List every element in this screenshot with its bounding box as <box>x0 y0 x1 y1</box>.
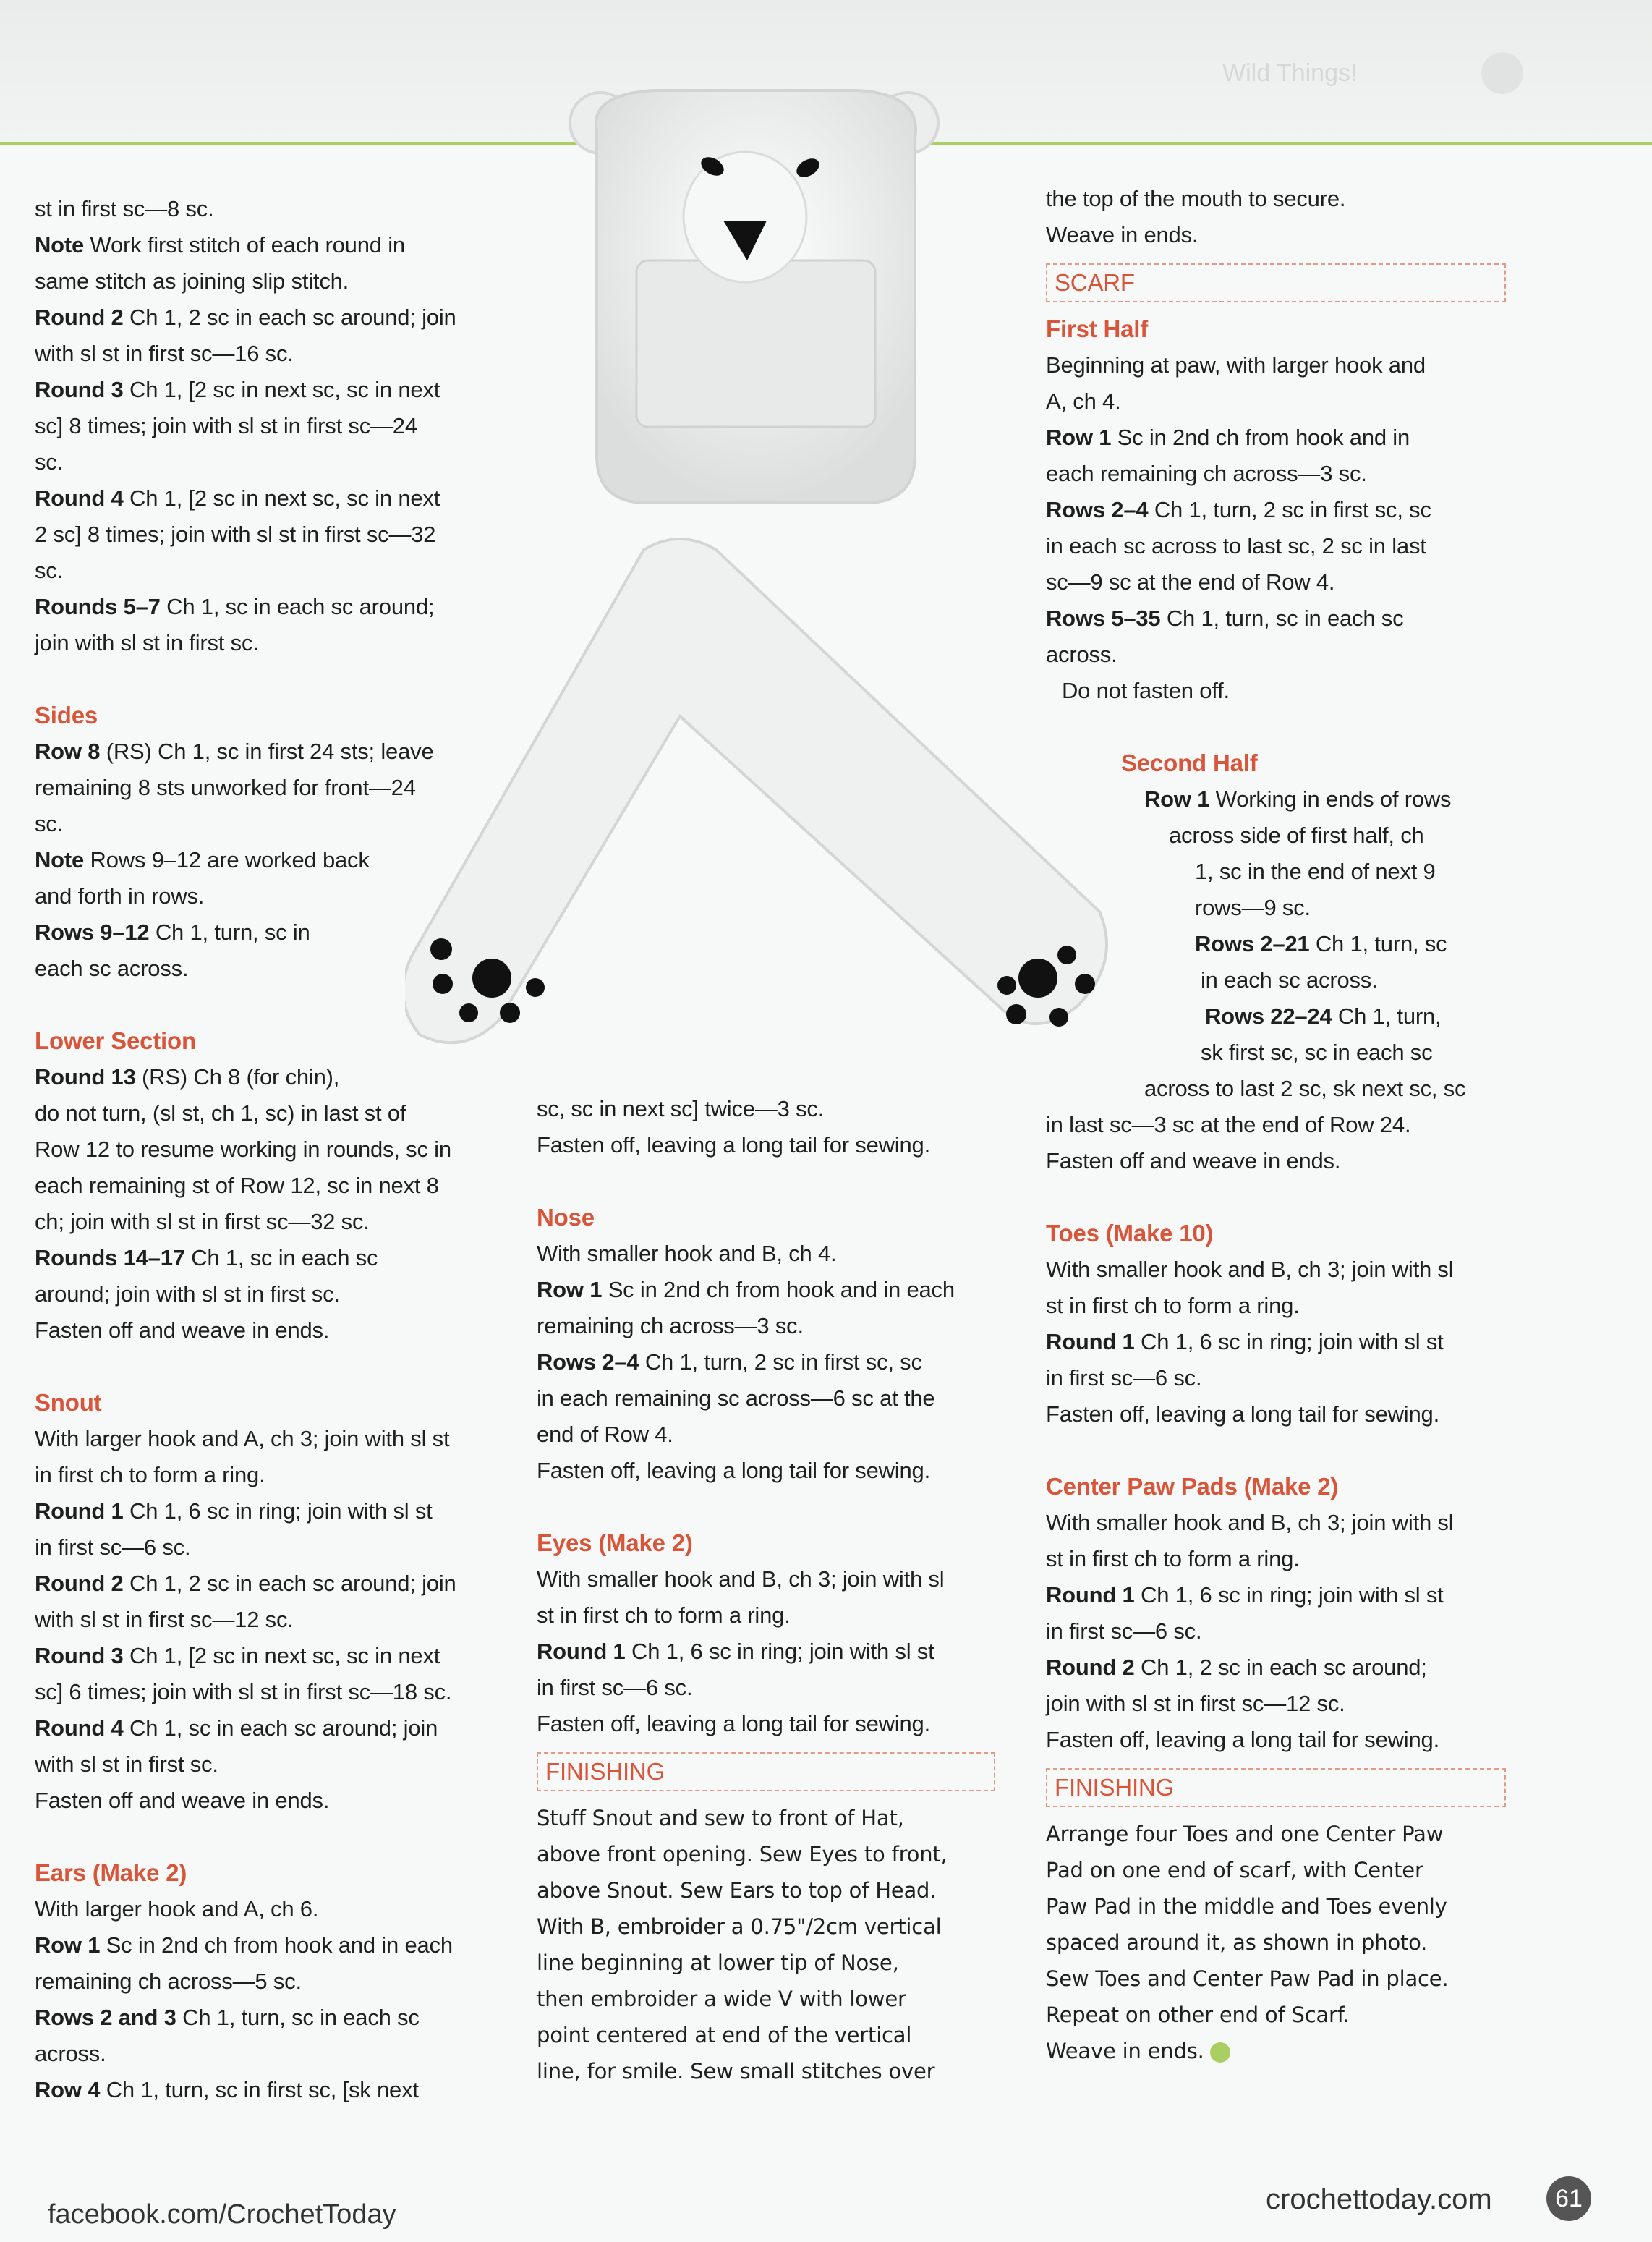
step-text: Fasten off, leaving a long tail for sewing. <box>1046 1727 1439 1752</box>
step-text: in first sc—6 sc. <box>1046 1618 1202 1644</box>
instruction-line <box>35 408 498 444</box>
line-text: above Snout. Sew Ears to top of Head. <box>537 1878 937 1903</box>
finishing-text-2 <box>1046 1816 1516 2069</box>
instruction-line <box>1195 890 1516 926</box>
sides-heading: Sides <box>35 702 98 729</box>
ears-heading: Ears (Make 2) <box>35 1859 187 1886</box>
step-text: Rows 9–12 are worked back <box>84 847 370 872</box>
instruction-line <box>537 1091 1000 1127</box>
step-text: Ch 1, sc in each sc <box>184 1245 378 1270</box>
facebook-link[interactable]: facebook.com/CrochetToday <box>48 2199 396 2230</box>
step-label: Row 1 <box>1144 786 1210 812</box>
instruction-line <box>35 1168 498 1204</box>
instruction-line <box>1046 1288 1516 1324</box>
finishing-text-1 <box>537 1800 1000 2089</box>
step-label: Rounds 14–17 <box>35 1245 185 1270</box>
instruction-line <box>35 1927 498 1963</box>
instruction-line <box>35 1674 498 1710</box>
instruction-line <box>537 1308 1000 1344</box>
step-text: 1, sc in the end of next 9 <box>1195 859 1436 884</box>
step-text: Fasten off and weave in ends. <box>35 1788 330 1813</box>
step-text: st in first ch to form a ring. <box>537 1602 791 1628</box>
step-label: Round 1 <box>537 1639 626 1664</box>
step-text: Working in ends of rows <box>1209 786 1452 812</box>
step-text: With smaller hook and B, ch 3; join with sl <box>1046 1257 1454 1282</box>
step-text: Ch 1, turn, 2 sc in first sc, sc <box>639 1349 922 1375</box>
instruction-line <box>1046 456 1516 492</box>
step-text: st in first ch to form a ring. <box>1046 1293 1300 1318</box>
step-text: in first sc—6 sc. <box>1046 1365 1202 1390</box>
instruction-line <box>35 191 498 227</box>
step-label: Row 1 <box>35 1932 101 1958</box>
snout-heading: Snout <box>35 1389 102 1416</box>
step-label: Rows 2–4 <box>537 1349 639 1375</box>
step-text: Ch 1, [2 sc in next sc, sc in next <box>123 377 440 402</box>
line-text: then embroider a wide V with lower <box>537 1987 906 2011</box>
step-text: Row 12 to resume working in rounds, sc in <box>35 1137 451 1162</box>
line-text: Paw Pad in the middle and Toes evenly <box>1046 1894 1447 1919</box>
instruction-line <box>1046 1143 1516 1179</box>
instruction-line <box>1195 854 1516 890</box>
instruction-line <box>35 444 498 480</box>
step-text: remaining ch across—3 sc. <box>537 1313 804 1338</box>
instruction-line <box>35 227 498 263</box>
step-text: in each remaining sc across—6 sc at the <box>537 1385 935 1411</box>
instruction-line <box>35 1710 498 1746</box>
step-text: Fasten off, leaving a long tail for sewing. <box>537 1458 930 1483</box>
step-label: Rows 22–24 <box>1205 1003 1332 1029</box>
step-label: Round 1 <box>1046 1329 1135 1354</box>
instruction-line <box>35 1963 498 2000</box>
instruction-line <box>1046 600 1516 637</box>
lower-section-heading: Lower Section <box>35 1027 196 1054</box>
line-text: Weave in ends. <box>1046 222 1198 247</box>
column-2 <box>537 1091 1000 2089</box>
instruction-line <box>1046 1722 1516 1758</box>
col3-intro <box>1046 181 1516 253</box>
step-text: With smaller hook and B, ch 3; join with sl <box>537 1566 945 1592</box>
instruction-line <box>1046 1396 1516 1432</box>
instruction-line <box>35 589 498 625</box>
text-line <box>1046 1852 1516 1888</box>
step-label: Round 2 <box>35 305 124 330</box>
scarf-heading: SCARF <box>1046 263 1506 302</box>
step-text: A, ch 4. <box>1046 388 1121 414</box>
instruction-line <box>1046 492 1516 528</box>
step-text: Ch 1, 6 sc in ring; join with sl st <box>625 1639 934 1664</box>
line-text: Weave in ends. <box>1046 2039 1204 2063</box>
instruction-line <box>1046 420 1516 456</box>
instruction-line <box>537 1561 1000 1597</box>
instruction-line <box>35 1746 498 1783</box>
text-line <box>537 1836 1000 1872</box>
step-text: Sc in 2nd ch from hook and in <box>1111 425 1410 450</box>
step-text: (RS) Ch 8 (for chin), <box>135 1064 340 1090</box>
step-text: Fasten off and weave in ends. <box>35 1317 330 1343</box>
instruction-line <box>537 1380 1000 1417</box>
eyes-instructions <box>537 1561 1000 1742</box>
instruction-line <box>537 1236 1000 1272</box>
instruction-line <box>1144 781 1516 818</box>
instruction-line <box>35 1783 498 1819</box>
text-line <box>1046 217 1516 253</box>
instruction-line <box>537 1272 1000 1308</box>
step-text: With larger hook and A, ch 3; join with sl st <box>35 1426 450 1451</box>
first-half-instructions <box>1046 347 1516 709</box>
instruction-line <box>1205 998 1516 1035</box>
text-line <box>537 1908 1000 1945</box>
instruction-line <box>1195 926 1516 962</box>
second-half-instructions <box>1046 781 1516 1179</box>
instruction-line <box>35 625 498 661</box>
instruction-line <box>35 336 498 372</box>
step-text: Ch 1, [2 sc in next sc, sc in next <box>123 485 440 511</box>
line-text: With B, embroider a 0.75"/2cm vertical <box>537 1914 942 1939</box>
text-line <box>1046 1961 1516 1997</box>
step-text: Ch 1, sc in each sc around; join <box>123 1715 438 1741</box>
step-text: remaining 8 sts unworked for front—24 <box>35 775 416 800</box>
step-text: join with sl st in first sc. <box>35 630 259 655</box>
instruction-line <box>35 878 498 914</box>
instruction-line <box>1046 383 1516 420</box>
step-label: Row 1 <box>1046 425 1112 450</box>
step-label: Round 2 <box>35 1571 124 1596</box>
step-label: Row 4 <box>35 2077 101 2102</box>
step-label: Rows 9–12 <box>35 920 150 945</box>
step-text: join with sl st in first sc—12 sc. <box>1046 1691 1345 1716</box>
running-title: Wild Things! <box>1222 59 1358 87</box>
step-text: Ch 1, sc in each sc around; <box>160 594 435 619</box>
step-text: Work first stitch of each round in <box>84 232 405 258</box>
instruction-line <box>35 1059 498 1095</box>
instruction-line <box>35 1276 498 1312</box>
text-line <box>537 1800 1000 1836</box>
step-text: sc] 6 times; join with sl st in first sc—18 sc. <box>35 1679 452 1704</box>
step-label: Rows 2 and 3 <box>35 2005 176 2030</box>
step-text: Ch 1, [2 sc in next sc, sc in next <box>123 1643 440 1668</box>
instruction-line <box>35 1095 498 1131</box>
line-text: the top of the mouth to secure. <box>1046 186 1346 211</box>
text-line <box>1046 1888 1516 1924</box>
instruction-line <box>35 517 498 553</box>
step-text: 2 sc] 8 times; join with sl st in first sc—32 <box>35 522 436 547</box>
instruction-line <box>35 2036 498 2072</box>
step-label: Row 8 <box>35 739 101 764</box>
step-label: Rounds 5–7 <box>35 594 161 619</box>
step-text: Sc in 2nd ch from hook and in each <box>602 1277 955 1302</box>
step-text: Fasten off, leaving a long tail for sewing. <box>537 1132 930 1158</box>
instruction-line <box>35 372 498 408</box>
step-text: across. <box>1046 642 1117 667</box>
line-text: Arrange four Toes and one Center Paw <box>1046 1822 1444 1846</box>
instruction-line <box>1062 673 1516 709</box>
step-text: remaining ch across—5 sc. <box>35 1969 302 1994</box>
step-text: each remaining ch across—3 sc. <box>1046 461 1367 486</box>
nose-heading: Nose <box>537 1204 595 1231</box>
line-text: Sew Toes and Center Paw Pad in place. <box>1046 1966 1449 1991</box>
paw-pads-instructions <box>1046 1505 1516 1758</box>
step-text: in first sc—6 sc. <box>537 1675 693 1700</box>
step-text: Ch 1, 2 sc in each sc around; <box>1134 1655 1427 1680</box>
instruction-line <box>35 480 498 517</box>
step-label: Round 3 <box>35 377 124 402</box>
step-text: st in first ch to form a ring. <box>1046 1546 1300 1571</box>
step-text: Ch 1, turn, sc in first sc, [sk next <box>100 2077 419 2102</box>
instruction-line <box>35 1240 498 1276</box>
finishing-heading-2: FINISHING <box>1046 1768 1506 1807</box>
instruction-line <box>35 553 498 589</box>
step-label: Round 1 <box>1046 1582 1135 1608</box>
line-text: line, for smile. Sew small stitches over <box>537 2059 935 2084</box>
instruction-line <box>1046 347 1516 383</box>
instruction-line <box>35 734 498 770</box>
instruction-line <box>35 914 498 951</box>
first-half-heading: First Half <box>1046 315 1149 342</box>
step-text: Ch 1, turn, sc in each sc <box>1160 606 1404 631</box>
step-text: Ch 1, turn, 2 sc in first sc, sc <box>1148 497 1431 522</box>
instruction-line <box>35 1131 498 1168</box>
end-mark-icon <box>1210 2042 1230 2063</box>
step-text: in last sc—3 sc at the end of Row 24. <box>1046 1112 1411 1137</box>
line-text: point centered at end of the vertical <box>537 2023 912 2047</box>
step-text: Ch 1, 2 sc in each sc around; join <box>123 305 456 330</box>
step-text: Ch 1, 6 sc in ring; join with sl st <box>1134 1582 1444 1608</box>
instruction-line <box>35 1602 498 1638</box>
page-number: 61 <box>1546 2176 1591 2221</box>
instruction-line <box>35 1421 498 1457</box>
step-text: do not turn, (sl st, ch 1, sc) in last st of <box>35 1100 406 1126</box>
step-text: Ch 1, turn, <box>1332 1003 1442 1029</box>
text-line <box>537 1981 1000 2017</box>
step-text: sc—9 sc at the end of Row 4. <box>1046 569 1335 595</box>
text-line <box>1046 1816 1516 1852</box>
text-line <box>537 2053 1000 2089</box>
instruction-line <box>537 1417 1000 1453</box>
instruction-line <box>35 842 498 878</box>
instruction-line <box>35 1493 498 1529</box>
finishing-heading-1: FINISHING <box>537 1752 995 1791</box>
text-line <box>537 2017 1000 2053</box>
instruction-line <box>35 1891 498 1927</box>
step-text: end of Row 4. <box>537 1422 673 1447</box>
toes-heading: Toes (Make 10) <box>1046 1220 1214 1247</box>
step-text: sc] 8 times; join with sl st in first sc—24 <box>35 413 417 438</box>
step-label: Round 13 <box>35 1064 136 1090</box>
text-line <box>1046 2033 1516 2069</box>
instruction-line <box>35 300 498 336</box>
step-text: st in first sc—8 sc. <box>35 196 214 221</box>
step-text: and forth in rows. <box>35 883 205 909</box>
step-text: Ch 1, turn, sc in each sc <box>176 2005 420 2030</box>
step-text: With larger hook and A, ch 6. <box>35 1896 319 1922</box>
step-label: Rows 2–4 <box>1046 497 1149 522</box>
instruction-line <box>1046 1613 1516 1649</box>
instruction-line <box>35 1204 498 1240</box>
step-text: Do not fasten off. <box>1062 678 1230 703</box>
instruction-line <box>537 1706 1000 1742</box>
step-text: sc. <box>35 558 64 583</box>
column-1 <box>35 191 498 2108</box>
instruction-line <box>1144 1071 1516 1107</box>
step-text: (RS) Ch 1, sc in first 24 sts; leave <box>100 739 434 764</box>
step-text: Fasten off and weave in ends. <box>1046 1148 1341 1173</box>
step-text: with sl st in first sc—16 sc. <box>35 341 294 366</box>
instruction-line <box>35 1312 498 1349</box>
instruction-line <box>35 1457 498 1493</box>
step-label: Round 1 <box>35 1498 124 1524</box>
step-label: Round 2 <box>1046 1655 1135 1680</box>
instruction-line <box>1201 962 1516 998</box>
instruction-line <box>35 1566 498 1602</box>
instruction-line <box>1046 528 1516 564</box>
instruction-line <box>1046 1649 1516 1686</box>
step-text: Ch 1, turn, sc <box>1309 931 1447 956</box>
instruction-line <box>1046 1360 1516 1396</box>
instruction-line <box>1046 564 1516 600</box>
step-text: in first sc—6 sc. <box>35 1534 191 1560</box>
instruction-line <box>35 770 498 806</box>
step-label: Note <box>35 232 85 258</box>
nose-instructions <box>537 1236 1000 1489</box>
step-text: Ch 1, 6 sc in ring; join with sl st <box>1134 1329 1444 1354</box>
instruction-line <box>1201 1035 1516 1071</box>
step-text: sc. <box>35 449 64 475</box>
instruction-line <box>35 1529 498 1566</box>
step-text: across. <box>35 2041 106 2066</box>
step-label: Round 4 <box>35 1715 124 1741</box>
text-line <box>1046 1924 1516 1961</box>
step-text: sc. <box>35 811 64 836</box>
step-text: in each sc across to last sc, 2 sc in last <box>1046 533 1426 559</box>
step-label: Rows 5–35 <box>1046 606 1161 631</box>
instruction-line <box>1046 1324 1516 1360</box>
step-text: each remaining st of Row 12, sc in next 8 <box>35 1173 439 1198</box>
lower-section-instructions <box>35 1059 498 1349</box>
step-text: same stitch as joining slip stitch. <box>35 268 349 294</box>
column-3 <box>1046 181 1516 2069</box>
step-text: rows—9 sc. <box>1195 895 1311 920</box>
step-text: with sl st in first sc. <box>35 1751 218 1777</box>
step-text: Sc in 2nd ch from hook and in each <box>100 1932 453 1958</box>
instruction-line <box>1169 818 1516 854</box>
instruction-line <box>537 1670 1000 1706</box>
line-text: line beginning at lower tip of Nose, <box>537 1950 899 1975</box>
step-text: Beginning at paw, with larger hook and <box>1046 352 1426 378</box>
step-text: sk first sc, sc in each sc <box>1201 1040 1433 1065</box>
step-label: Round 4 <box>35 485 124 511</box>
step-text: Ch 1, 2 sc in each sc around; join <box>123 1571 456 1596</box>
step-text: in first ch to form a ring. <box>35 1462 265 1487</box>
step-text: With smaller hook and B, ch 3; join with sl <box>1046 1510 1454 1535</box>
step-text: each sc across. <box>35 956 189 981</box>
instruction-line <box>35 263 498 300</box>
step-text: Fasten off, leaving a long tail for sewing. <box>537 1711 930 1736</box>
instruction-line <box>1046 637 1516 673</box>
step-text: around; join with sl st in first sc. <box>35 1281 340 1307</box>
step-text: across to last 2 sc, sk next sc, sc <box>1144 1076 1466 1101</box>
step-text: With smaller hook and B, ch 4. <box>537 1241 837 1266</box>
sides-instructions <box>35 734 498 987</box>
line-text: above front opening. Sew Eyes to front, <box>537 1842 948 1867</box>
step-text: with sl st in first sc—12 sc. <box>35 1607 294 1632</box>
col2-intro <box>537 1091 1000 1163</box>
step-label: Round 3 <box>35 1643 124 1668</box>
line-text: spaced around it, as shown in photo. <box>1046 1930 1428 1955</box>
step-text: across side of first half, ch <box>1169 823 1424 848</box>
step-text: in each sc across. <box>1201 967 1378 993</box>
text-line <box>537 1872 1000 1908</box>
site-link[interactable]: crochettoday.com <box>1266 2183 1492 2215</box>
line-text: Repeat on other end of Scarf. <box>1046 2003 1350 2027</box>
instruction-line <box>1046 1107 1516 1143</box>
step-text: Ch 1, 6 sc in ring; join with sl st <box>123 1498 433 1524</box>
section-icon <box>1481 52 1523 94</box>
step-text: ch; join with sl st in first sc—32 sc. <box>35 1209 370 1234</box>
instruction-line <box>35 951 498 987</box>
instruction-line <box>1046 1505 1516 1541</box>
instruction-line <box>1046 1541 1516 1577</box>
text-line <box>1046 1997 1516 2033</box>
instruction-line <box>35 2000 498 2036</box>
polar-bear-hat-photo <box>568 80 944 514</box>
step-text: Ch 1, turn, sc in <box>149 920 310 945</box>
text-line <box>1046 181 1516 217</box>
instruction-line <box>537 1597 1000 1634</box>
eyes-heading: Eyes (Make 2) <box>537 1529 693 1556</box>
polar-bear-scarf-photo <box>405 535 1128 1071</box>
step-text: Fasten off, leaving a long tail for sewing. <box>1046 1401 1439 1427</box>
paw-pads-heading: Center Paw Pads (Make 2) <box>1046 1473 1339 1500</box>
instruction-line <box>35 1638 498 1674</box>
col1-intro <box>35 191 498 661</box>
instruction-line <box>537 1453 1000 1489</box>
instruction-line <box>1046 1577 1516 1613</box>
step-label: Note <box>35 847 85 872</box>
instruction-line <box>537 1344 1000 1380</box>
step-text: sc, sc in next sc] twice—3 sc. <box>537 1096 825 1121</box>
line-text: Stuff Snout and sew to front of Hat, <box>537 1806 904 1830</box>
instruction-line <box>537 1127 1000 1163</box>
step-label: Rows 2–21 <box>1195 931 1310 956</box>
ears-instructions <box>35 1891 498 2108</box>
line-text: Pad on one end of scarf, with Center <box>1046 1858 1423 1882</box>
instruction-line <box>1046 1686 1516 1722</box>
step-label: Row 1 <box>537 1277 603 1302</box>
instruction-line <box>35 2072 498 2108</box>
text-line <box>537 1945 1000 1981</box>
instruction-line <box>1046 1252 1516 1288</box>
instruction-line <box>537 1634 1000 1670</box>
instruction-line <box>35 806 498 842</box>
second-half-heading: Second Half <box>1121 750 1258 776</box>
snout-instructions <box>35 1421 498 1819</box>
toes-instructions <box>1046 1252 1516 1432</box>
